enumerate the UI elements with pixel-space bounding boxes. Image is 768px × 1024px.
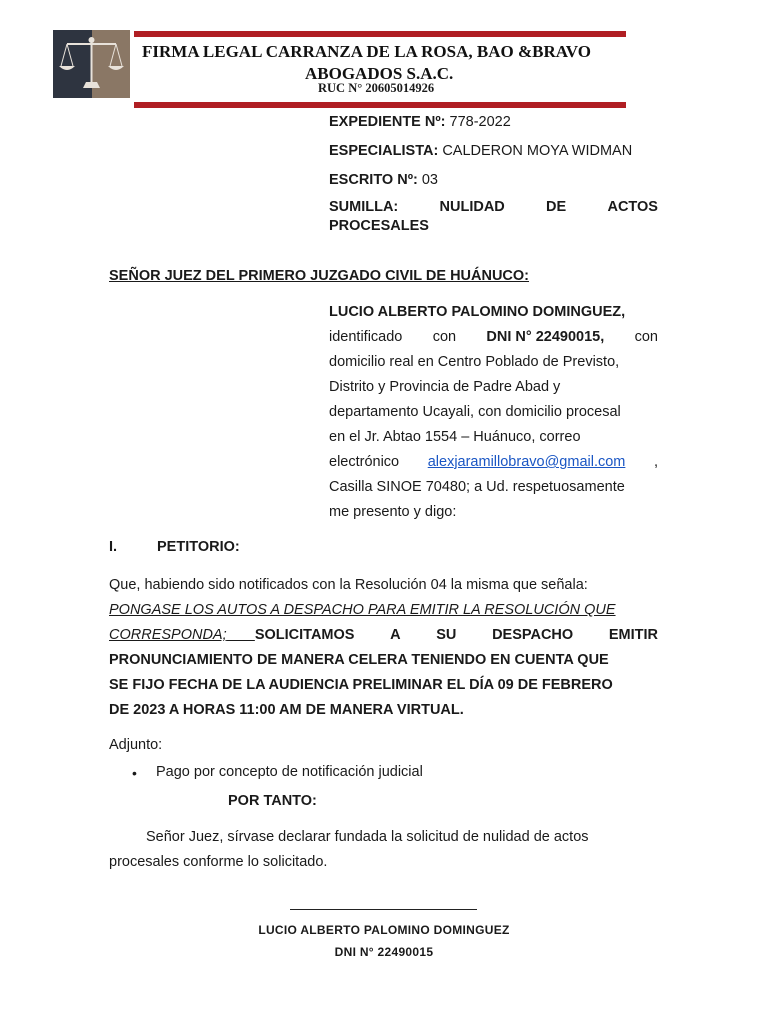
especialista-value: CALDERON MOYA WIDMAN	[442, 143, 633, 159]
addressee-heading: SEÑOR JUEZ DEL PRIMERO JUZGADO CIVIL DE HUÁNUCO:	[109, 268, 530, 284]
sumilla-word: NULIDAD	[439, 199, 505, 215]
petitorio-body	[109, 575, 658, 725]
applicant-address: departamento Ucayali, con domicilio procesal	[329, 404, 621, 420]
especialista-line	[329, 143, 632, 159]
escrito-label: ESCRITO Nº:	[329, 172, 418, 188]
applicant-block	[329, 302, 658, 527]
petitorio-word: A	[390, 627, 401, 643]
applicant-name: LUCIO ALBERTO PALOMINO DOMINGUEZ,	[329, 304, 626, 320]
email-link[interactable]: alexjaramillobravo@gmail.com	[427, 454, 626, 470]
section-number: I.	[109, 539, 118, 555]
applicant-text: identificado	[329, 329, 403, 345]
sumilla-word: ACTOS	[607, 199, 658, 215]
firm-ruc: RUC N° 20605014926	[318, 81, 435, 95]
attachment-item: Pago por concepto de notificación judicial	[156, 764, 423, 780]
applicant-text: ,	[653, 454, 658, 470]
sumilla-word: DE	[546, 199, 567, 215]
law-firm-logo	[53, 30, 130, 98]
sumilla	[329, 199, 658, 234]
sumilla-line2: PROCESALES	[329, 218, 429, 234]
sumilla-word: SUMILLA:	[329, 199, 399, 215]
applicant-text: me presento y digo:	[329, 504, 457, 520]
signature-line	[290, 909, 477, 910]
applicant-text: Casilla SINOE 70480; a Ud. respetuosamente	[329, 479, 625, 495]
applicant-address: en el Jr. Abtao 1554 – Huánuco, correo	[329, 429, 581, 445]
petitorio-text: Que, habiendo sido notificados con la Resolución 04 la misma que señala:	[109, 577, 588, 593]
applicant-text: electrónico	[329, 454, 400, 470]
signatory-dni: DNI N° 22490015	[334, 945, 434, 959]
applicant-address: Distrito y Provincia de Padre Abad y	[329, 379, 561, 395]
petitorio-text: DE 2023 A HORAS 11:00 AM DE MANERA VIRTUAL.	[109, 702, 464, 718]
bullet-icon: •	[132, 765, 137, 781]
especialista-label: ESPECIALISTA:	[329, 143, 439, 159]
closing-paragraph	[109, 827, 658, 877]
petitorio-text: SE FIJO FECHA DE LA AUDIENCIA PRELIMINAR EL DÍA 09 DE FEBRERO	[109, 677, 613, 693]
petitorio-word: SOLICITAMOS	[254, 627, 355, 643]
applicant-text: con	[432, 329, 457, 345]
closing-text: Señor Juez, sírvase declarar fundada la solicitud de nulidad de actos	[146, 829, 589, 845]
firm-name-line1: FIRMA LEGAL CARRANZA DE LA ROSA, BAO &BRAVO	[142, 42, 591, 61]
header-top-rule	[134, 31, 626, 37]
petitorio-text: PRONUNCIAMIENTO DE MANERA CELERA TENIENDO EN CUENTA QUE	[109, 652, 609, 668]
petitorio-word: SU	[436, 627, 457, 643]
attachments-label: Adjunto:	[109, 737, 163, 753]
section-title: PETITORIO:	[157, 539, 240, 555]
closing-text: procesales conforme lo solicitado.	[109, 854, 328, 870]
escrito-value: 03	[421, 172, 438, 188]
firm-name-line2: ABOGADOS S.A.C.	[305, 64, 454, 83]
quoted-resolution: CORRESPONDA;	[109, 627, 227, 643]
petitorio-word: DESPACHO	[492, 627, 574, 643]
quoted-resolution: PONGASE LOS AUTOS A DESPACHO PARA EMITIR LA RESOLUCIÓN QUE	[109, 602, 616, 618]
applicant-dni: DNI N° 22490015,	[486, 329, 605, 345]
escrito-line	[329, 172, 438, 188]
petitorio-word: EMITIR	[608, 627, 658, 643]
applicant-text: con	[634, 329, 658, 345]
signatory-name: LUCIO ALBERTO PALOMINO DOMINGUEZ	[258, 923, 510, 937]
applicant-address: domicilio real en Centro Poblado de Previsto,	[329, 354, 620, 370]
expediente-label: EXPEDIENTE Nº:	[329, 114, 446, 130]
expediente-line	[329, 114, 511, 130]
header-bottom-rule	[134, 102, 626, 108]
expediente-value: 778-2022	[449, 114, 511, 130]
por-tanto-heading: POR TANTO:	[228, 793, 317, 809]
